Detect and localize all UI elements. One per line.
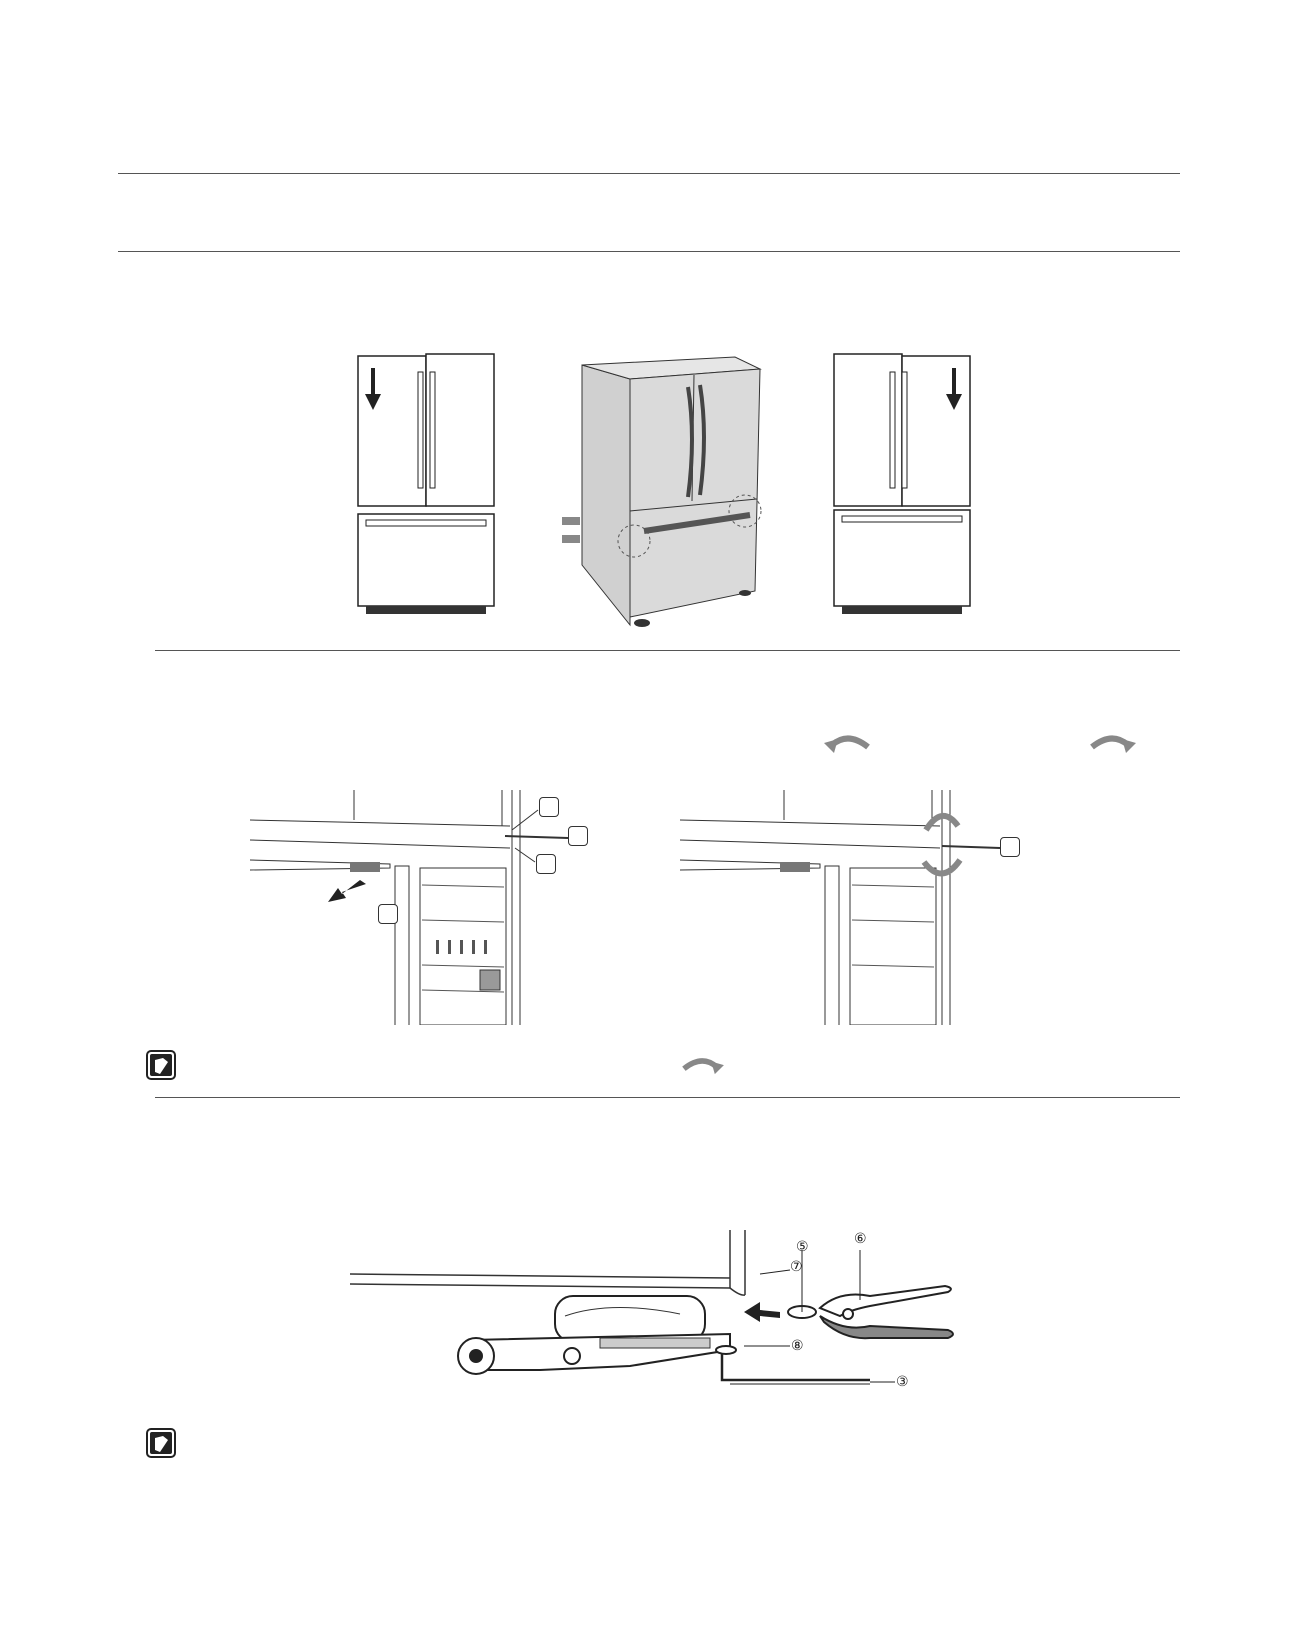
door-hinge-closeup-left-illustration <box>250 790 580 1025</box>
callout-hinge-shaft: ⑦ <box>790 1259 803 1275</box>
fridge-right-door-adjust-illustration <box>832 350 972 616</box>
rotate-clockwise-icon <box>1088 733 1138 755</box>
hinge-washer-pliers-illustration <box>350 1230 970 1390</box>
section-divider-1 <box>155 650 1180 651</box>
callout-pliers: ⑥ <box>854 1231 867 1247</box>
callout-badge <box>1000 837 1020 857</box>
callout-hex-wrench: ③ <box>896 1374 909 1390</box>
callout-hinge: ⑧ <box>791 1338 804 1354</box>
header-top-rule <box>118 173 1180 174</box>
section-divider-2 <box>155 1097 1180 1098</box>
fridge-perspective-illustration <box>560 355 770 630</box>
rotate-clockwise-icon <box>680 1056 726 1076</box>
header-bottom-rule <box>118 251 1180 252</box>
note-icon <box>146 1050 176 1080</box>
callout-badge <box>378 904 398 924</box>
callout-badge <box>568 826 588 846</box>
fridge-left-door-adjust-illustration <box>356 350 496 616</box>
callout-badge <box>536 854 556 874</box>
note-icon <box>146 1428 176 1458</box>
callout-badge <box>539 797 559 817</box>
door-hinge-closeup-right-illustration <box>680 790 1030 1025</box>
rotate-counterclockwise-icon <box>822 733 872 755</box>
callout-washer: ⑤ <box>796 1239 809 1255</box>
